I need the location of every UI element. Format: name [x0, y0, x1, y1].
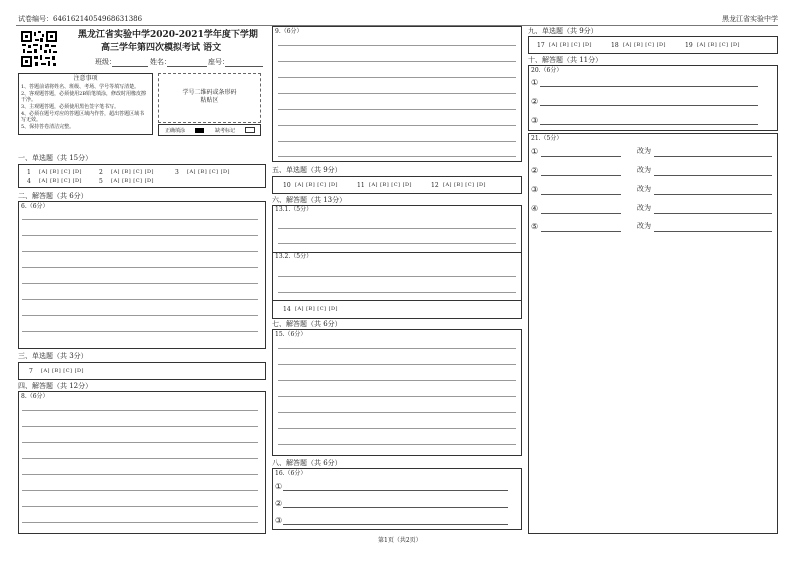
q6-label: 6.（6分）: [21, 203, 49, 210]
notice-item-1: 1、答题前请将姓名、班级、考场、学号等填写清楚。: [21, 84, 140, 90]
correct-fill-label: 正确填涂: [165, 128, 186, 134]
notice-item-3: 3、主观题答题，必须使用黑色签字笔书写。: [21, 104, 120, 110]
q6-line-8: [22, 331, 258, 332]
paper-id: 试卷编号：6461621405496863138​6: [18, 15, 143, 23]
fill-example-bar: [158, 124, 261, 136]
q18-number: 18: [611, 42, 619, 49]
seat-label: 座号：: [208, 58, 229, 66]
q9-line-7: [278, 141, 516, 142]
q20-label: 20.（6分）: [531, 67, 563, 74]
q8-line-6: [22, 490, 258, 491]
q9-line-1: [278, 45, 516, 46]
q20-item-3-marker: ③: [531, 116, 539, 125]
section-1-box: [18, 164, 266, 188]
q6-line-7: [22, 315, 258, 316]
q9-line-6: [278, 125, 516, 126]
notice-item-4: 4、必须在题号对应的答题区域内作答，超出答题区域书写无效。: [21, 111, 145, 123]
q9-line-8: [278, 156, 516, 157]
q7-number: 7: [29, 368, 33, 375]
q1-options[interactable]: [A] [B] [C] [D]: [39, 169, 82, 175]
q15-label: 15.（6分）: [275, 331, 307, 338]
q13-1-line-2[interactable]: [278, 243, 516, 244]
q6-line-2: [22, 235, 258, 236]
q16-item-3-marker: ③: [275, 516, 283, 525]
q21-label: 21.（5分）: [531, 135, 563, 142]
notice-title: 注意事项: [73, 75, 98, 82]
q8-line-8: [22, 522, 258, 523]
q3-number: 3: [175, 169, 179, 176]
q13-1-label: 13.1.（5分）: [275, 206, 313, 213]
q15-line-1: [278, 348, 516, 349]
q9-line-4: [278, 93, 516, 94]
name-field[interactable]: [167, 66, 207, 67]
q11-number: 11: [357, 182, 365, 189]
q2-number: 2: [99, 169, 103, 176]
q12-options[interactable]: [A] [B] [C] [D]: [443, 182, 486, 188]
notice-box: [18, 73, 153, 135]
q21-3-original-line[interactable]: [541, 194, 621, 195]
section-9-box: [528, 36, 778, 54]
q21-4-corrected-line[interactable]: [654, 213, 772, 214]
q8-line-2: [22, 426, 258, 427]
q16-answer-box[interactable]: [272, 468, 522, 530]
q13-2-line-1[interactable]: [278, 276, 516, 277]
q6-line-1: [22, 219, 258, 220]
section-1-title: 一、单选题（共 15分）: [18, 154, 93, 162]
q15-line-2: [278, 364, 516, 365]
q15-line-7: [278, 444, 516, 445]
q1-number: 1: [27, 169, 31, 176]
q15-line-5: [278, 412, 516, 413]
q13-2-line-2[interactable]: [278, 292, 516, 293]
q15-line-3: [278, 380, 516, 381]
name-label: 姓名：: [150, 58, 171, 66]
q21-5-original-line[interactable]: [541, 231, 621, 232]
q8-label: 8.（6分）: [21, 393, 49, 400]
qr-code: [20, 30, 58, 68]
q6-answer-box[interactable]: [18, 201, 266, 349]
q6-line-5: [22, 283, 258, 284]
q20-line-3[interactable]: [540, 124, 758, 125]
q16-label: 16.（6分）: [275, 470, 307, 477]
q21-4-original-line[interactable]: [541, 213, 621, 214]
section-10-title: 十、解答题（共 11分）: [528, 56, 603, 64]
q14-options[interactable]: [A] [B] [C] [D]: [295, 306, 338, 312]
q17-options[interactable]: [A] [B] [C] [D]: [549, 42, 592, 48]
seat-field[interactable]: [225, 66, 263, 67]
q8-line-7: [22, 506, 258, 507]
page-number: 第1页（共2页）: [378, 537, 422, 544]
section-3-title: 三、单选题（共 3分）: [18, 352, 88, 360]
q20-answer-box[interactable]: [528, 65, 778, 131]
q21-item-2-marker: ②: [531, 166, 539, 175]
class-label: 班级：: [95, 58, 116, 66]
q13-2-label: 13.2.（5分）: [275, 253, 313, 260]
q8-line-3: [22, 442, 258, 443]
q6-line-4: [22, 267, 258, 268]
absent-mark-label: 缺考标记: [215, 128, 236, 134]
title-line2: 高三学年第四次模拟考试 语文: [101, 43, 222, 53]
q2-options[interactable]: [A] [B] [C] [D]: [111, 169, 154, 175]
q21-item-1-marker: ①: [531, 147, 539, 156]
section-6-title: 六、解答题（共 13分）: [272, 196, 347, 204]
q4-number: 4: [27, 178, 31, 185]
section-3-box: [18, 362, 266, 380]
q9-label: 9.（6分）: [275, 28, 303, 35]
q21-5-gai-wei: 改为: [637, 222, 651, 230]
q20-item-1-marker: ①: [531, 78, 539, 87]
q10-options[interactable]: [A] [B] [C] [D]: [295, 182, 338, 188]
section-8-title: 八、解答题（共 6分）: [272, 459, 342, 467]
section-9-title: 九、单选题（共 9分）: [528, 27, 598, 35]
q21-1-gai-wei: 改为: [637, 147, 651, 155]
notice-item-2: 2、客观题答题，必须使用2B铅笔填涂，修改时用橡皮擦干净。: [21, 91, 147, 103]
q20-line-2[interactable]: [540, 105, 758, 106]
q15-line-4: [278, 396, 516, 397]
q9-line-2: [278, 61, 516, 62]
q4-options[interactable]: [A] [B] [C] [D]: [39, 178, 82, 184]
section-2-title: 二、解答题（共 6分）: [18, 192, 88, 200]
q21-item-4-marker: ④: [531, 204, 539, 213]
q21-2-gai-wei: 改为: [637, 166, 651, 174]
notice-item-5: 5、保持答卷清洁完整。: [21, 124, 75, 130]
q8-answer-box[interactable]: [18, 391, 266, 534]
barcode-text-2: 粘贴区: [200, 97, 219, 104]
q17-number: 17: [537, 42, 545, 49]
q19-number: 19: [685, 42, 693, 49]
q21-5-corrected-line[interactable]: [654, 231, 772, 232]
q12-number: 12: [431, 182, 439, 189]
q11-options[interactable]: [A] [B] [C] [D]: [369, 182, 412, 188]
q5-options[interactable]: [A] [B] [C] [D]: [111, 178, 154, 184]
q21-item-3-marker: ③: [531, 185, 539, 194]
q18-options[interactable]: [A] [B] [C] [D]: [623, 42, 666, 48]
q14-divider: [272, 300, 522, 301]
q21-4-gai-wei: 改为: [637, 204, 651, 212]
title-line1: 黑龙江省实验中学2020-2021学年度下学期: [78, 30, 258, 40]
q21-item-5-marker: ⑤: [531, 222, 539, 231]
q16-line-3[interactable]: [283, 524, 508, 525]
q20-item-2-marker: ②: [531, 97, 539, 106]
q8-line-4: [22, 458, 258, 459]
section-5-box: [272, 176, 522, 194]
absent-checkbox[interactable]: [245, 127, 255, 133]
q21-2-original-line[interactable]: [541, 175, 621, 176]
q21-3-corrected-line[interactable]: [654, 194, 772, 195]
q8-line-1: [22, 410, 258, 411]
q7-options[interactable]: [A] [B] [C] [D]: [41, 368, 84, 374]
class-field[interactable]: [112, 66, 148, 67]
q16-line-1[interactable]: [283, 490, 508, 491]
q13-1-line-1[interactable]: [278, 228, 516, 229]
q16-item-2-marker: ②: [275, 499, 283, 508]
q8-line-5: [22, 474, 258, 475]
section-6-box: [272, 205, 522, 319]
barcode-area: [158, 73, 261, 123]
q19-options[interactable]: [A] [B] [C] [D]: [697, 42, 740, 48]
q21-1-original-line[interactable]: [541, 156, 621, 157]
q15-line-6: [278, 428, 516, 429]
q6-line-6: [22, 299, 258, 300]
barcode-text-1: 学号二维码或条形码: [182, 89, 237, 96]
q20-line-1[interactable]: [540, 86, 758, 87]
q3-options[interactable]: [A] [B] [C] [D]: [187, 169, 230, 175]
section-5-title: 五、单选题（共 9分）: [272, 166, 342, 174]
q10-number: 10: [283, 182, 291, 189]
q21-2-corrected-line[interactable]: [654, 175, 772, 176]
q5-number: 5: [99, 178, 103, 185]
q9-line-5: [278, 109, 516, 110]
q9-line-3: [278, 77, 516, 78]
q6-line-3: [22, 251, 258, 252]
section-7-title: 七、解答题（共 6分）: [272, 320, 342, 328]
school-name-right: 黑龙江省实验中学: [722, 15, 778, 23]
q16-item-1-marker: ①: [275, 482, 283, 491]
q21-1-corrected-line[interactable]: [654, 156, 772, 157]
q14-number: 14: [283, 306, 291, 313]
q21-3-gai-wei: 改为: [637, 185, 651, 193]
filled-mark-icon: [195, 128, 204, 133]
section-4-title: 四、解答题（共 12分）: [18, 382, 93, 390]
q16-line-2[interactable]: [283, 507, 508, 508]
